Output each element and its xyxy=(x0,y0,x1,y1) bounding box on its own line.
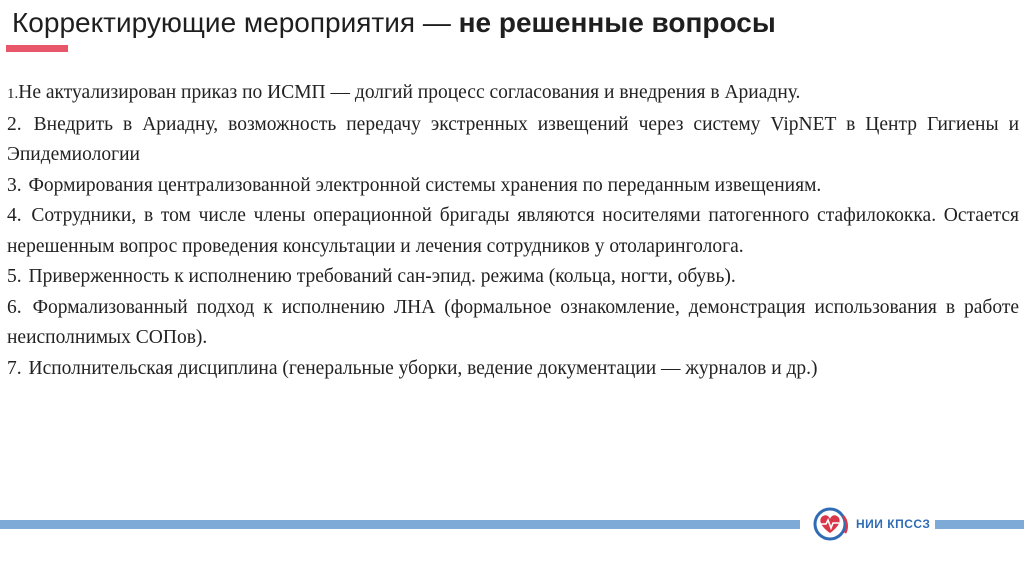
item-text: Внедрить в Ариадну, возможность передачу экстренных извещений через систему VipNET в Центр Гигиены и Эпидемиологии xyxy=(7,113,1019,165)
item-number: 3. xyxy=(7,174,22,196)
title-bold: не решенные вопросы xyxy=(458,7,776,38)
list-item xyxy=(7,201,1019,262)
item-text: Сотрудники, в том числе члены операционной бригады являются носителями патогенного стафилококка. Остается нерешенным вопрос проведения консультации и лечения сотрудников у отоларинголога. xyxy=(7,205,1019,257)
issues-list xyxy=(7,78,1019,384)
item-number: 7. xyxy=(7,357,22,379)
item-number: 2. xyxy=(7,113,22,135)
footer-bar-left xyxy=(0,520,800,529)
logo-text: НИИ КПССЗ xyxy=(856,517,931,531)
item-text: Приверженность к исполнению требований сан-эпид. режима (кольца, ногти, обувь). xyxy=(28,266,736,287)
list-item xyxy=(7,78,1019,110)
heart-emblem-icon xyxy=(812,506,850,542)
item-text: Исполнительская дисциплина (генеральные уборки, ведение документации — журналов и др.) xyxy=(28,357,818,379)
item-text: Формализованный подход к исполнению ЛНА (формальное ознакомление, демонстрация использования в работе неисполнимых СОПов). xyxy=(7,296,1020,348)
slide-title xyxy=(12,4,972,42)
list-item xyxy=(7,262,1019,293)
footer-bar-right xyxy=(935,520,1024,529)
item-number: 6. xyxy=(7,296,22,318)
item-number: 1. xyxy=(7,86,19,102)
organization-logo xyxy=(812,506,930,542)
list-item xyxy=(7,354,1019,385)
list-item xyxy=(7,110,1019,171)
item-number: 4. xyxy=(7,205,22,226)
item-text: Формирования централизованной электронной системы хранения по переданным извещениям. xyxy=(28,174,822,196)
item-text: Не актуализирован приказ по ИСМП — долгий процесс согласования и внедрения в Ариадну. xyxy=(18,82,801,103)
title-accent-bar xyxy=(6,45,68,52)
item-number: 5. xyxy=(7,266,22,287)
list-item xyxy=(7,293,1019,354)
list-item xyxy=(7,171,1019,202)
title-regular: Корректирующие мероприятия — xyxy=(12,7,459,38)
